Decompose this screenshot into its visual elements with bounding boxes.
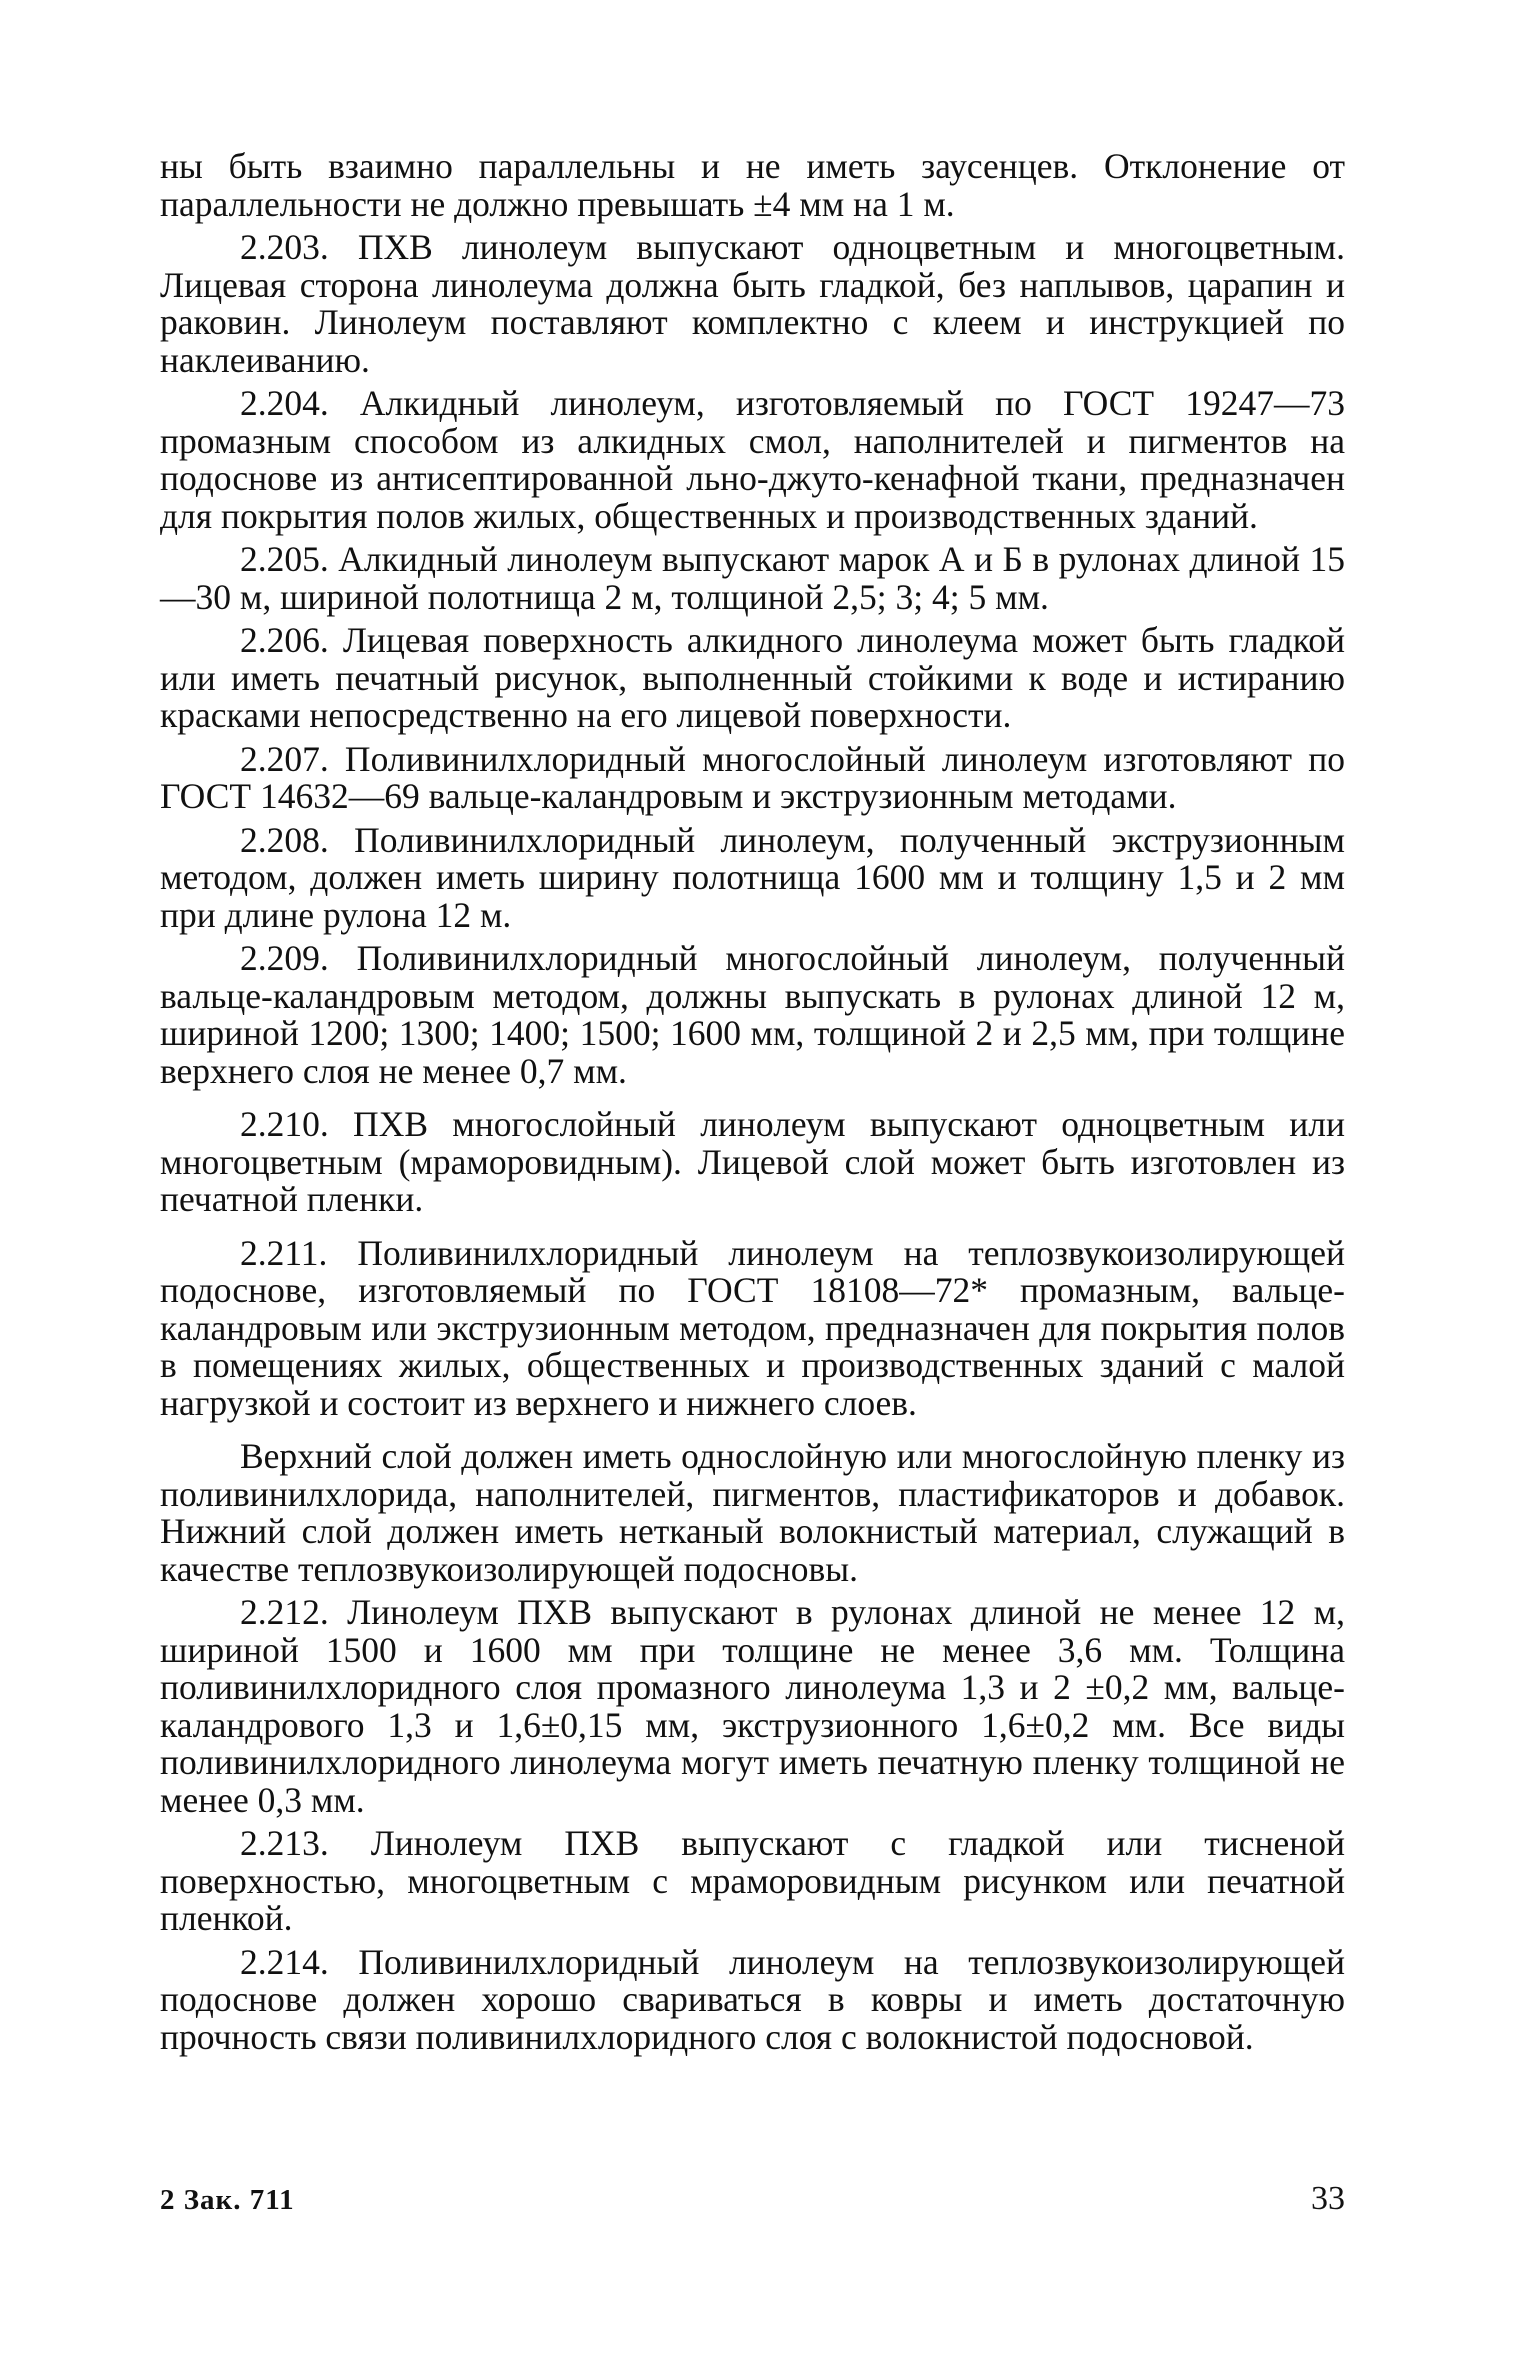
paragraph-2-204: 2.204. Алкидный линолеум, изготовляемый по ГОСТ 19247—73 промазным способом из алкидных смол, наполнителей и пигментов на подоснове из антисептированной льно-джуто-кенафной ткани, предназначен для покрытия полов жилых, общественных и производственных зданий. (160, 383, 1345, 536)
page-body (160, 148, 1345, 2062)
paragraph-2-211: 2.211. Поливинилхлоридный линолеум на теплозвукоизолирующей подоснове, изготовляемый по ГОСТ 18108—72* промазным, вальце-каландровым или экструзионным методом, предназначен для покрытия полов в помещениях жилых, общественных и производственных зданий с малой нагрузкой и состоит из верхнего и нижнего слоев. (160, 1232, 1345, 1423)
order-mark: 2 Зак. 711 (160, 2184, 295, 2216)
paragraph-2-209: 2.209. Поливинилхлоридный многослойный линолеум, полученный вальце-каландровым методом, должны выпускать в рулонах длиной 12 м, шириной 1200; 1300; 1400; 1500; 1600 мм, толщиной 2 и 2,5 мм, при толщине верхнего слоя не менее 0,7 мм. (160, 938, 1345, 1091)
paragraph-upper-lower-layer: Верхний слой должен иметь однослойную или многослойную пленку из поливинилхлорида, наполнителей, пигментов, пластификаторов и добавок. Нижний слой должен иметь нетканый волокнистый материал, служащий в качестве теплозвукоизолирующей подосновы. (160, 1436, 1345, 1589)
paragraph-2-210: 2.210. ПХВ многослойный линолеум выпускают одноцветным или многоцветным (мраморовидным). Лицевой слой может быть изготовлен из печатной пленки. (160, 1104, 1345, 1219)
page-footer (160, 2180, 1345, 2240)
paragraph-2-213: 2.213. Линолеум ПХВ выпускают с гладкой или тисненой поверхностью, многоцветным с мраморовидным рисунком или печатной пленкой. (160, 1823, 1345, 1938)
paragraph-2-206: 2.206. Лицевая поверхность алкидного линолеума может быть гладкой или иметь печатный рисунок, выполненный стойкими к воде и истиранию красками непосредственно на его лицевой поверхности. (160, 620, 1345, 735)
paragraph-continuation: ны быть взаимно параллельны и не иметь заусенцев. Отклонение от параллельности не должно превышать ±4 мм на 1 м. (160, 146, 1345, 224)
paragraph-2-203: 2.203. ПХВ линолеум выпускают одноцветным и многоцветным. Лицевая сторона линолеума должна быть гладкой, без наплывов, царапин и раковин. Линолеум поставляют комплектно с клеем и инструкцией по наклеиванию. (160, 227, 1345, 380)
paragraph-2-208: 2.208. Поливинилхлоридный линолеум, полученный экструзионным методом, должен иметь ширину полотнища 1600 мм и толщину 1,5 и 2 мм при длине рулона 12 м. (160, 819, 1345, 935)
page-number: 33 (1311, 2180, 1345, 2217)
paragraph-2-214: 2.214. Поливинилхлоридный линолеум на теплозвукоизолирующей подоснове должен хорошо свариваться в ковры и иметь достаточную прочность связи поливинилхлоридного слоя с волокнистой подосновой. (160, 1941, 1345, 2057)
paragraph-2-212: 2.212. Линолеум ПХВ выпускают в рулонах длиной не менее 12 м, шириной 1500 и 1600 мм при толщине не менее 3,6 мм. Толщина поливинилхлоридного слоя промазного линолеума 1,3 и 2 ±0,2 мм, вальце-каландрового 1,3 и 1,6±0,15 мм, экструзионного 1,6±0,2 мм. Все виды поливинилхлоридного линолеума могут иметь печатную пленку толщиной не менее 0,3 мм. (160, 1592, 1345, 1820)
paragraph-2-205: 2.205. Алкидный линолеум выпускают марок А и Б в рулонах длиной 15—30 м, шириной полотнища 2 м, толщиной 2,5; 3; 4; 5 мм. (160, 539, 1345, 617)
paragraph-2-207: 2.207. Поливинилхлоридный многослойный линолеум изготовляют по ГОСТ 14632—69 вальце-каландровым и экструзионным методами. (160, 738, 1345, 816)
